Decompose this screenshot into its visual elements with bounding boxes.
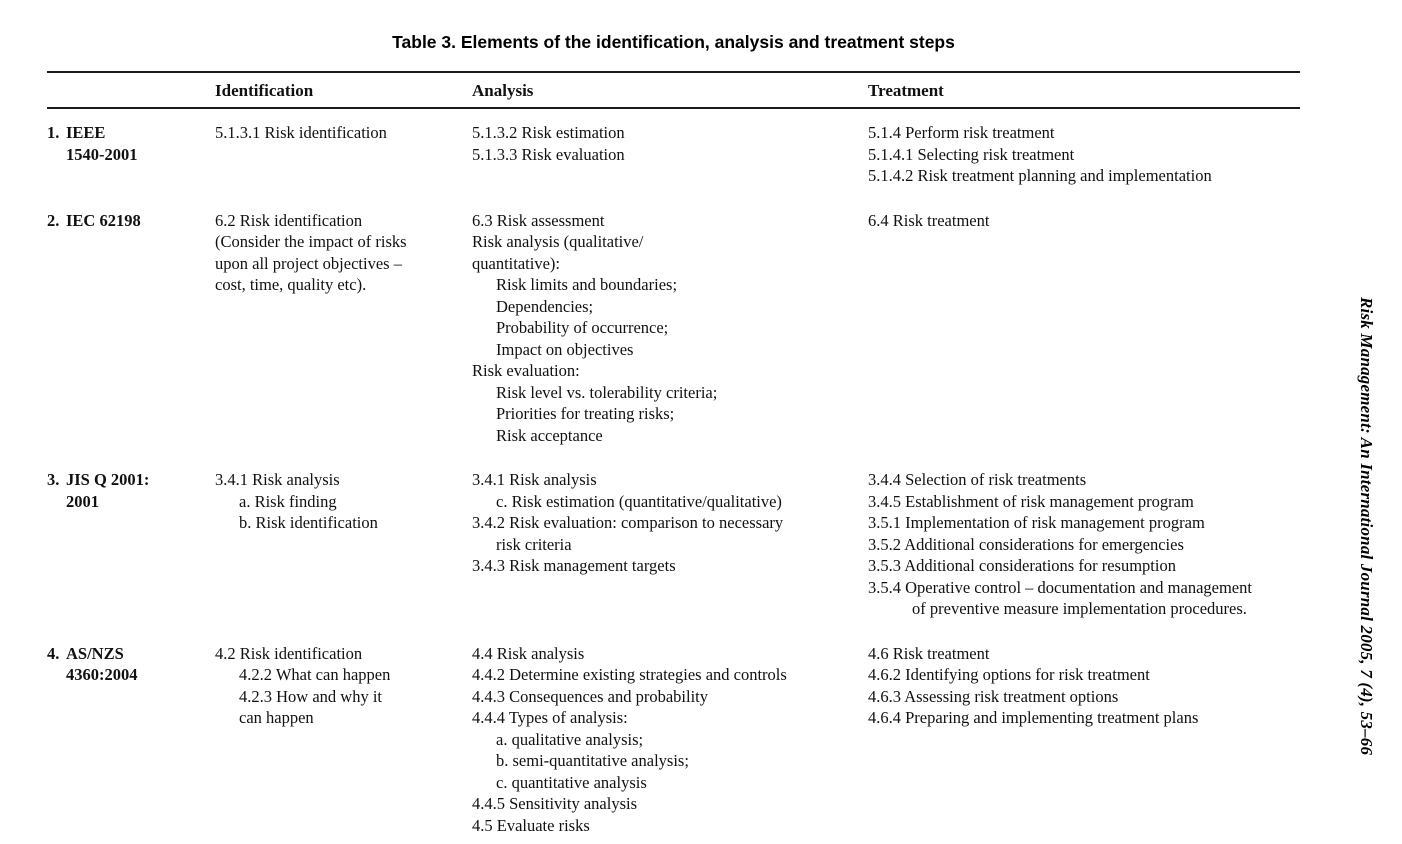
row-number: 2. xyxy=(47,210,60,230)
table-row xyxy=(47,469,1300,620)
cell-line: Risk analysis (qualitative/ xyxy=(472,232,644,251)
cell-analysis xyxy=(472,122,868,187)
cell-analysis xyxy=(472,469,868,620)
column-header-analysis: Analysis xyxy=(472,81,534,100)
row-label xyxy=(47,122,215,187)
table-row xyxy=(47,122,1300,187)
row-standard-name-line: JIS Q 2001: xyxy=(66,470,150,489)
cell-line: 5.1.4.1 Selecting risk treatment xyxy=(868,144,1075,164)
cell-line: 4.2 Risk identification xyxy=(215,643,363,663)
cell-treatment xyxy=(868,643,1300,837)
row-standard-name-line: AS/NZS xyxy=(66,643,124,663)
cell-line: 4.4 Risk analysis xyxy=(472,643,585,663)
cell-identification xyxy=(215,122,472,187)
cell-line: b. semi-quantitative analysis; xyxy=(496,751,689,770)
cell-line: c. Risk estimation (quantitative/qualitative) xyxy=(496,491,782,511)
cell-line: 3.4.5 Establishment of risk management program xyxy=(868,491,1194,511)
cell-line: 4.6.3 Assessing risk treatment options xyxy=(868,686,1119,706)
cell-identification xyxy=(215,643,472,837)
row-standard-name-line: 2001 xyxy=(66,491,99,511)
row-label xyxy=(47,469,215,620)
cell-line: 4.6 Risk treatment xyxy=(868,643,990,663)
cell-treatment xyxy=(868,469,1300,620)
column-header-empty xyxy=(47,73,215,107)
cell-line: Impact on objectives xyxy=(496,339,634,359)
cell-line: 4.5 Evaluate risks xyxy=(472,815,590,835)
row-standard-name xyxy=(66,122,138,187)
cell-line: Priorities for treating risks; xyxy=(496,404,675,423)
cell-line: 3.5.2 Additional considerations for emergencies xyxy=(868,534,1184,554)
cell-line: can happen xyxy=(239,708,314,727)
cell-analysis xyxy=(472,210,868,447)
cell-line: c. quantitative analysis xyxy=(496,772,647,792)
table-body xyxy=(47,109,1300,836)
cell-treatment xyxy=(868,122,1300,187)
cell-line: 5.1.4.2 Risk treatment planning and implementation xyxy=(868,166,1212,185)
table-title: Table 3. Elements of the identification, analysis and treatment steps xyxy=(392,32,955,52)
cell-line: upon all project objectives – xyxy=(215,253,402,273)
journal-citation-sidebar: Risk Management: An International Journal 2005, 7 (4), 53–66 xyxy=(1357,297,1376,756)
cell-line: 5.1.4 Perform risk treatment xyxy=(868,123,1055,142)
cell-line: 4.2.2 What can happen xyxy=(239,665,391,684)
cell-line: Risk limits and boundaries; xyxy=(496,275,678,294)
cell-line: 5.1.3.1 Risk identification xyxy=(215,123,387,142)
row-number: 3. xyxy=(47,470,60,489)
cell-line: 6.4 Risk treatment xyxy=(868,210,990,230)
standards-table xyxy=(47,71,1300,844)
cell-analysis xyxy=(472,643,868,837)
cell-line: a. Risk finding xyxy=(239,491,337,511)
row-standard-name xyxy=(66,469,149,620)
cell-line: a. qualitative analysis; xyxy=(496,729,644,749)
row-standard-name xyxy=(66,210,141,447)
row-label xyxy=(47,210,215,447)
cell-line: 4.4.4 Types of analysis: xyxy=(472,708,628,727)
cell-line: 6.2 Risk identification xyxy=(215,210,363,230)
table-header-row xyxy=(47,73,1300,107)
cell-line: Dependencies; xyxy=(496,296,594,316)
cell-line: 3.4.1 Risk analysis xyxy=(472,470,597,489)
row-standard-name xyxy=(66,643,138,837)
cell-line: 4.4.5 Sensitivity analysis xyxy=(472,794,637,813)
cell-line: 3.4.2 Risk evaluation: comparison to necessary xyxy=(472,513,784,532)
cell-line: 4.4.3 Consequences and probability xyxy=(472,686,708,706)
cell-line: quantitative): xyxy=(472,253,560,273)
cell-line: 6.3 Risk assessment xyxy=(472,210,605,230)
row-standard-name-line: 1540-2001 xyxy=(66,144,138,164)
table-row xyxy=(47,643,1300,837)
cell-identification xyxy=(215,469,472,620)
cell-line: (Consider the impact of risks xyxy=(215,232,407,251)
cell-line: Risk level vs. tolerability criteria; xyxy=(496,382,718,402)
cell-line: 3.4.1 Risk analysis xyxy=(215,470,340,489)
row-standard-name-line: 4360:2004 xyxy=(66,665,138,684)
cell-line: cost, time, quality etc). xyxy=(215,275,367,294)
row-label xyxy=(47,643,215,837)
cell-treatment xyxy=(868,210,1300,447)
cell-line: b. Risk identification xyxy=(239,513,378,532)
cell-line: 3.4.3 Risk management targets xyxy=(472,556,676,575)
cell-line: 4.6.4 Preparing and implementing treatment plans xyxy=(868,708,1199,727)
cell-line: of preventive measure implementation procedures. xyxy=(912,599,1247,618)
cell-line: Risk evaluation: xyxy=(472,361,580,380)
cell-line: 5.1.3.3 Risk evaluation xyxy=(472,144,625,164)
cell-line: risk criteria xyxy=(496,534,572,554)
row-standard-name-line: IEEE xyxy=(66,123,106,142)
column-header-identification: Identification xyxy=(215,81,314,100)
cell-line: 4.4.2 Determine existing strategies and controls xyxy=(472,665,787,684)
cell-line: 3.4.4 Selection of risk treatments xyxy=(868,470,1087,489)
cell-line: 3.5.3 Additional considerations for resumption xyxy=(868,556,1176,575)
row-number: 4. xyxy=(47,643,60,663)
cell-identification xyxy=(215,210,472,447)
table-row xyxy=(47,210,1300,447)
column-header-treatment: Treatment xyxy=(868,81,944,100)
cell-line: 5.1.3.2 Risk estimation xyxy=(472,123,625,142)
cell-line: Probability of occurrence; xyxy=(496,318,669,337)
cell-line: 3.5.4 Operative control – documentation and management xyxy=(868,577,1252,597)
row-standard-name-line: IEC 62198 xyxy=(66,210,141,230)
cell-line: Risk acceptance xyxy=(496,425,603,445)
cell-line: 4.2.3 How and why it xyxy=(239,686,382,706)
cell-line: 4.6.2 Identifying options for risk treatment xyxy=(868,665,1150,684)
cell-line: 3.5.1 Implementation of risk management program xyxy=(868,513,1205,532)
row-number: 1. xyxy=(47,123,60,142)
